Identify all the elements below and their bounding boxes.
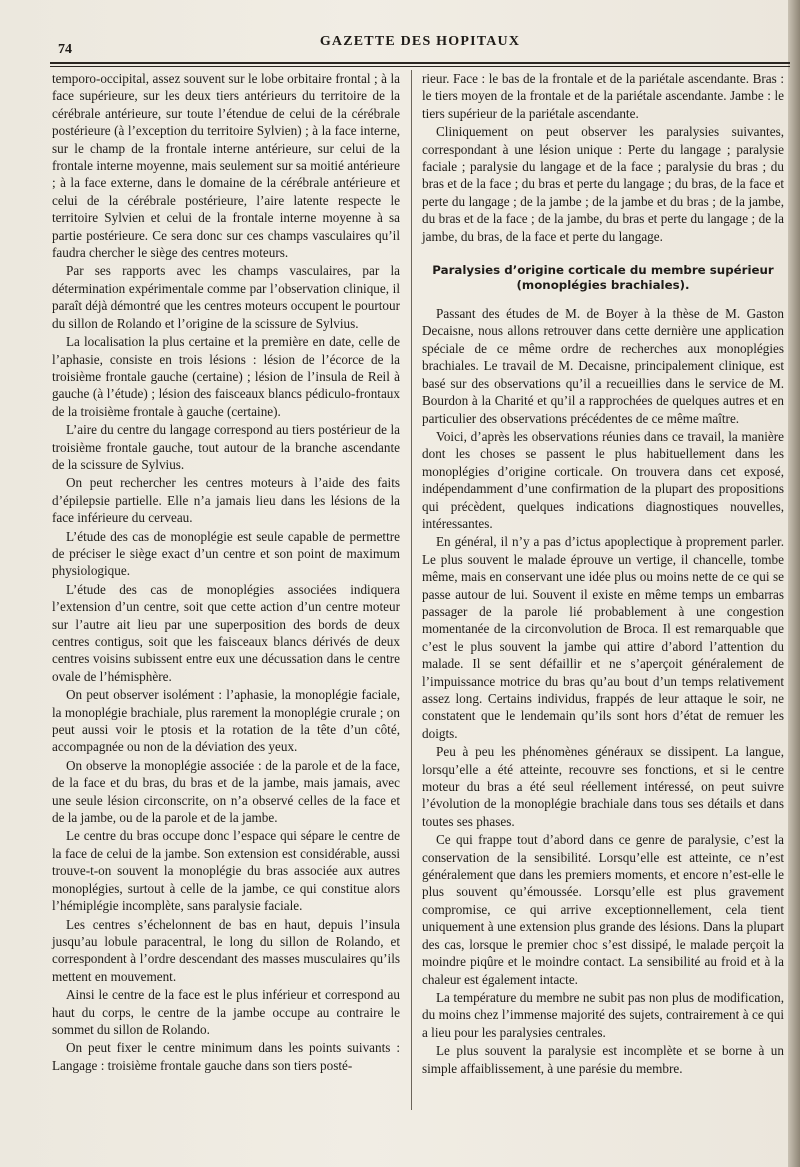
paragraph: Voici, d’après les observations réunies dans ce travail, la manière dont les choses se passent le plus habituellement dans les monoplégies d’origine corticale. On trouvera dans cet exposé, indépendamment d’une confirmation de la plupart des propositions qui précèdent, quelques indications diagnostiques nouvelles, intéressantes. xyxy=(422,428,784,531)
paragraph: On peut rechercher les centres moteurs à l’aide des faits d’épilepsie partielle. Elle n’a jamais lieu dans les lésions de la face inférieure du cerveau. xyxy=(52,475,400,526)
header-rule xyxy=(50,62,790,64)
header-rule-thin xyxy=(50,66,790,67)
paragraph: Les centres s’échelonnent de bas en haut, depuis l’insula jusqu’au lobule paracentral, le long du sillon de Rolando, et correspondent à l’ordre descendant des masses musculaires qu’ils mettent en mouvement. xyxy=(52,916,400,984)
paragraph: Le plus souvent la paralysie est incomplète et se borne à un simple affaiblissement, à une parésie du membre. xyxy=(422,1043,784,1076)
paragraph: Cliniquement on peut observer les paralysies suivantes, correspondant à une lésion unique : Perte du langage ; paralysie faciale ; paralysie du langage et de la face ; paralysie du bras ; du bras et de la face ; du bras et perte du langage ; du bras, de la face et perte du langage ; de la jambe ; de la jambe et du bras ; de la jambe, du bras et de la face ; de la jambe, du bras et perte du langage ; de la jambe, du bras, de la face et perte du langage. xyxy=(422,124,784,244)
paragraph: On peut observer isolément : l’aphasie, la monoplégie faciale, la monoplégie brachiale, plus rarement la monoplégie crurale ; on peut aussi voir le ptosis et la rotation de la tête d’un côté, accompagnée ou non de la déviation des yeux. xyxy=(52,687,400,755)
paragraph: Passant des études de M. de Boyer à la thèse de M. Gaston Decaisne, nous allons retrouver dans cette dernière une application spéciale de ce même ordre de recherches aux monoplégies brachiales. Le travail de M. Decaisne, principalement clinique, est basé sur des observations qu’il a recueillies dans le service de M. Bourdon à la Charité et qu’il a rapprochées de quelques autres et en particulier des observations précédentes de ce même maître. xyxy=(422,306,784,426)
page-number: 74 xyxy=(58,42,72,57)
column-divider xyxy=(411,70,412,1110)
paragraph: On observe la monoplégie associée : de la parole et de la face, de la face et du bras, du bras et de la jambe, mais jamais, avec une seule lésion circonscrite, on n’a observé celles de la face et de la jambe, ou de la parole et de la jambe. xyxy=(52,757,400,826)
journal-title: GAZETTE DES HOPITAUX xyxy=(319,34,521,49)
paragraph: rieur. Face : le bas de la frontale et de la pariétale ascendante. Bras : le tiers moyen de la frontale et de la pariétale ascendante. Jambe : le tiers supérieur de la pariétale ascendante. xyxy=(422,71,784,121)
paragraph: La localisation la plus certaine et la première en date, celle de l’aphasie, consiste en trois lésions : lésion de l’écorce de la troisième frontale gauche (certaine) ; lésion de l’insula de Reil à gauche (à l’étude) ; lésion des faisceaux blancs pédiculo-frontaux de la troisième frontale à gauche (certaine). xyxy=(52,334,400,419)
paragraph: Peu à peu les phénomènes généraux se dissipent. La langue, lorsqu’elle a été atteinte, recouvre ses fonctions, et si le centre moteur du bras a été seul réellement intéressé, on peut suivre l’évolution de la monoplégie brachiale dans tous ses détails et dans toutes ses phases. xyxy=(422,744,784,829)
paragraph: Par ses rapports avec les champs vasculaires, par la détermination expérimentale comme par l’observation clinique, il paraît déjà démontré que les centres moteurs occupent le pourtour du sillon de Rolando et l’origine de la scissure de Sylvius. xyxy=(52,263,400,331)
page-edge-shadow xyxy=(788,0,800,1167)
right-column xyxy=(422,70,784,1078)
left-column xyxy=(52,70,400,1075)
section-heading: Paralysies d’origine corticale du membre supérieur (monoplégies brachiales). xyxy=(432,263,774,293)
paragraph: Le centre du bras occupe donc l’espace qui sépare le centre de la face de celui de la jambe. Son extension est considérable, aussi trouve-t-on souvent la monoplégie du bras associée aux autres monoplégies, surtout à celle de la jambe, ce qui constitue alors l’hémiplégie incomplète, sans paralysie faciale. xyxy=(52,828,400,914)
paragraph: Ainsi le centre de la face est le plus inférieur et correspond au haut du corps, le centre de la jambe occupe au contraire le sommet du sillon de Rolando. xyxy=(52,987,400,1037)
paragraph: En général, il n’y a pas d’ictus apoplectique à proprement parler. Le plus souvent le malade éprouve un vertige, il chancelle, tombe même, mais en conservant une idée plus ou moins nette de ce qui se passe autour de lui. Souvent il existe en même temps un embarras passager de la parole lié probablement à une congestion momentanée de la circonvolution de Broca. Il est remarquable que c’est le plus souvent la jambe qui attire d’abord l’attention du malade. Il se sent défaillir et ne s’aperçoit généralement de l’impuissance motrice du bras qu’au bout d’un temps relativement assez long. Certains individus, frappés de leur attaque le soir, ne constatent que le lendemain qu’ils sont hors d’état de remuer les doigts. xyxy=(422,534,784,741)
paragraph: La température du membre ne subit pas non plus de modification, du moins chez l’immense majorité des sujets, contrairement à ce qui a lieu pour les paralysies centrales. xyxy=(422,989,784,1040)
paragraph: Ce qui frappe tout d’abord dans ce genre de paralysie, c’est la conservation de la sensibilité. Lorsqu’elle est atteinte, ce n’est généralement que dans les premiers moments, et encore n’est-elle le plus souvent qu’émoussée. Lorsqu’elle est plus gravement compromise, ce qui arrive exceptionnellement, cela tient uniquement à une extension plus grande des lésions. Dans la plupart des cas, lorsque le premier choc s’est dissipé, le malade perçoit la moindre piqûre et le moindre contact. La sensibilité au froid et à la chaleur est également intacte. xyxy=(422,832,784,987)
paragraph: L’étude des cas de monoplégies associées indiquera l’extension d’un centre, soit que cette action d’un centre moteur sur l’autre ait lieu par une superposition des bords de deux centres contigus, soit que les faisceaux blancs dérivés de deux centres voisins subissent entre eux une décussation dans le centre ovale de l’hémisphère. xyxy=(52,581,400,684)
paragraph: On peut fixer le centre minimum dans les points suivants : Langage : troisième frontale gauche dans son tiers posté- xyxy=(52,1040,400,1073)
paragraph: L’aire du centre du langage correspond au tiers postérieur de la troisième frontale gauche, tout autour de la branche ascendante de la scissure de Sylvius. xyxy=(52,422,400,472)
paragraph: L’étude des cas de monoplégie est seule capable de permettre de préciser le siège exact d’un centre et son point de maximum physiologique. xyxy=(52,528,400,579)
paragraph: temporo-occipital, assez souvent sur le lobe orbitaire frontal ; à la face supérieure, sur les deux tiers antérieurs du territoire de la cérébrale antérieure, sur toute l’étendue de celui de la cérébrale postérieure (à l’exception du territoire Sylvien) ; à la face interne, sur le champ de la frontale interne antérieure, sur celui de la frontale interne moyenne, mais seulement sur sa moitié antérieure ; à la face externe, dans le domaine de la cérébrale antérieure et celui de la cérébrale postérieure, l’aire latente respecte le territoire Sylvien et celui de la frontale interne moyenne à sa partie postérieure. Ce sera donc sur ces champs vasculaires qu’il faudra chercher le siège des centres moteurs. xyxy=(52,71,400,261)
